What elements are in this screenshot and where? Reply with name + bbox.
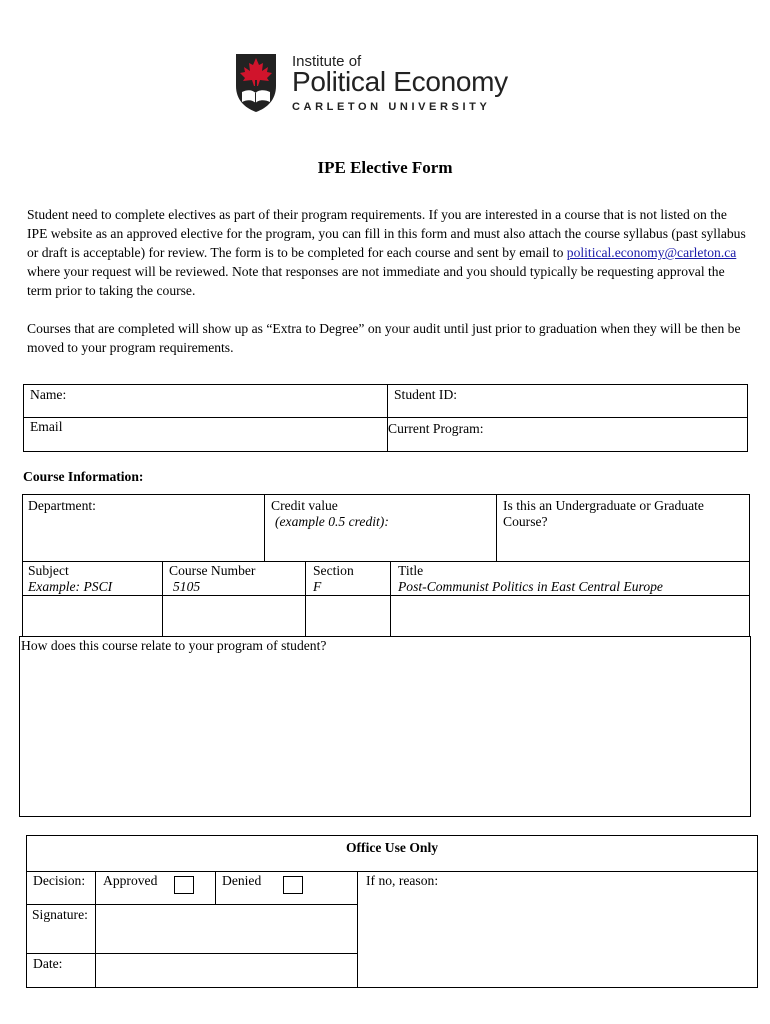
name-label: Name: — [30, 387, 67, 402]
approved-checkbox[interactable] — [174, 876, 194, 894]
credit-value-label: Credit value — [271, 498, 338, 513]
form-title: IPE Elective Form — [317, 158, 453, 177]
intro-text-after-link: where your request will be reviewed. Note that responses are not immediate and you should typically be requesting approval the term prior to taking the course. — [27, 264, 725, 298]
subject-header-cell — [22, 561, 163, 596]
decision-label: Decision: — [33, 873, 86, 888]
course-number-example: 5105 — [173, 579, 201, 594]
office-use-header-cell — [26, 835, 758, 872]
date-input-cell[interactable] — [95, 953, 358, 988]
current-program-cell[interactable] — [387, 417, 748, 452]
signature-label: Signature: — [32, 907, 88, 922]
program-relation-cell[interactable] — [19, 636, 751, 817]
course-level-label-line1: Is this an Undergraduate or Graduate — [503, 498, 704, 513]
name-cell[interactable] — [23, 384, 388, 418]
title-label: Title — [398, 563, 424, 578]
title-example: Post-Communist Politics in East Central Europe — [398, 579, 663, 594]
signature-label-cell — [26, 904, 96, 954]
department-cell[interactable] — [22, 494, 265, 562]
denied-label: Denied — [222, 873, 262, 888]
denied-checkbox[interactable] — [283, 876, 303, 894]
email-cell[interactable] — [23, 417, 388, 452]
course-level-cell[interactable] — [496, 494, 750, 562]
office-use-heading: Office Use Only — [345, 840, 439, 855]
email-label: Email — [30, 419, 63, 434]
reason-cell[interactable] — [357, 871, 758, 988]
course-level-label-line2: Course? — [503, 514, 548, 529]
section-input-cell[interactable] — [305, 595, 391, 637]
title-input-cell[interactable] — [390, 595, 750, 637]
student-id-cell[interactable] — [387, 384, 748, 418]
section-example: F — [313, 579, 322, 594]
subject-example: Example: PSCI — [28, 579, 113, 594]
course-information-heading: Course Information: — [23, 469, 144, 484]
current-program-label: Current Program: — [388, 421, 484, 436]
shield-maple-leaf-icon — [233, 52, 279, 114]
department-label: Department: — [28, 498, 96, 513]
section-label: Section — [313, 563, 354, 578]
credit-value-example: (example 0.5 credit): — [275, 514, 389, 529]
denied-cell — [215, 871, 358, 905]
approved-cell — [95, 871, 216, 905]
logo-line-political-economy: Political Economy — [292, 66, 508, 97]
course-number-header-cell — [162, 561, 306, 596]
subject-input-cell[interactable] — [22, 595, 163, 637]
program-relation-label: How does this course relate to your program of student? — [21, 638, 327, 653]
logo-line-institute: Institute of — [292, 53, 362, 70]
student-id-label: Student ID: — [394, 387, 458, 402]
section-header-cell — [305, 561, 391, 596]
intro-text-before-link: Student need to complete electives as part of their program requirements. If you are interested in a course that is not listed on the IPE website as an approved elective for the program, you can fill in this form and must also attach the course syllabus (past syllabus or draft is acceptable) for review. The form is to be completed for each course and sent by email to — [27, 207, 746, 260]
audit-paragraph: Courses that are completed will show up as “Extra to Degree” on your audit until just prior to graduation when they will be then be moved to your program requirements. — [27, 321, 741, 355]
intro-paragraph — [27, 205, 747, 300]
title-header-cell — [390, 561, 750, 596]
credit-value-cell[interactable] — [264, 494, 497, 562]
email-link[interactable]: political.economy@carleton.ca — [566, 245, 737, 260]
course-number-label: Course Number — [169, 563, 256, 578]
date-label-cell — [26, 953, 96, 988]
subject-label: Subject — [28, 563, 69, 578]
approved-label: Approved — [103, 873, 158, 888]
logo-line-carleton: CARLETON UNIVERSITY — [292, 101, 491, 113]
reason-label: If no, reason: — [366, 873, 439, 888]
date-label: Date: — [33, 956, 63, 971]
signature-input-cell[interactable] — [95, 904, 358, 954]
course-number-input-cell[interactable] — [162, 595, 306, 637]
decision-label-cell — [26, 871, 96, 905]
